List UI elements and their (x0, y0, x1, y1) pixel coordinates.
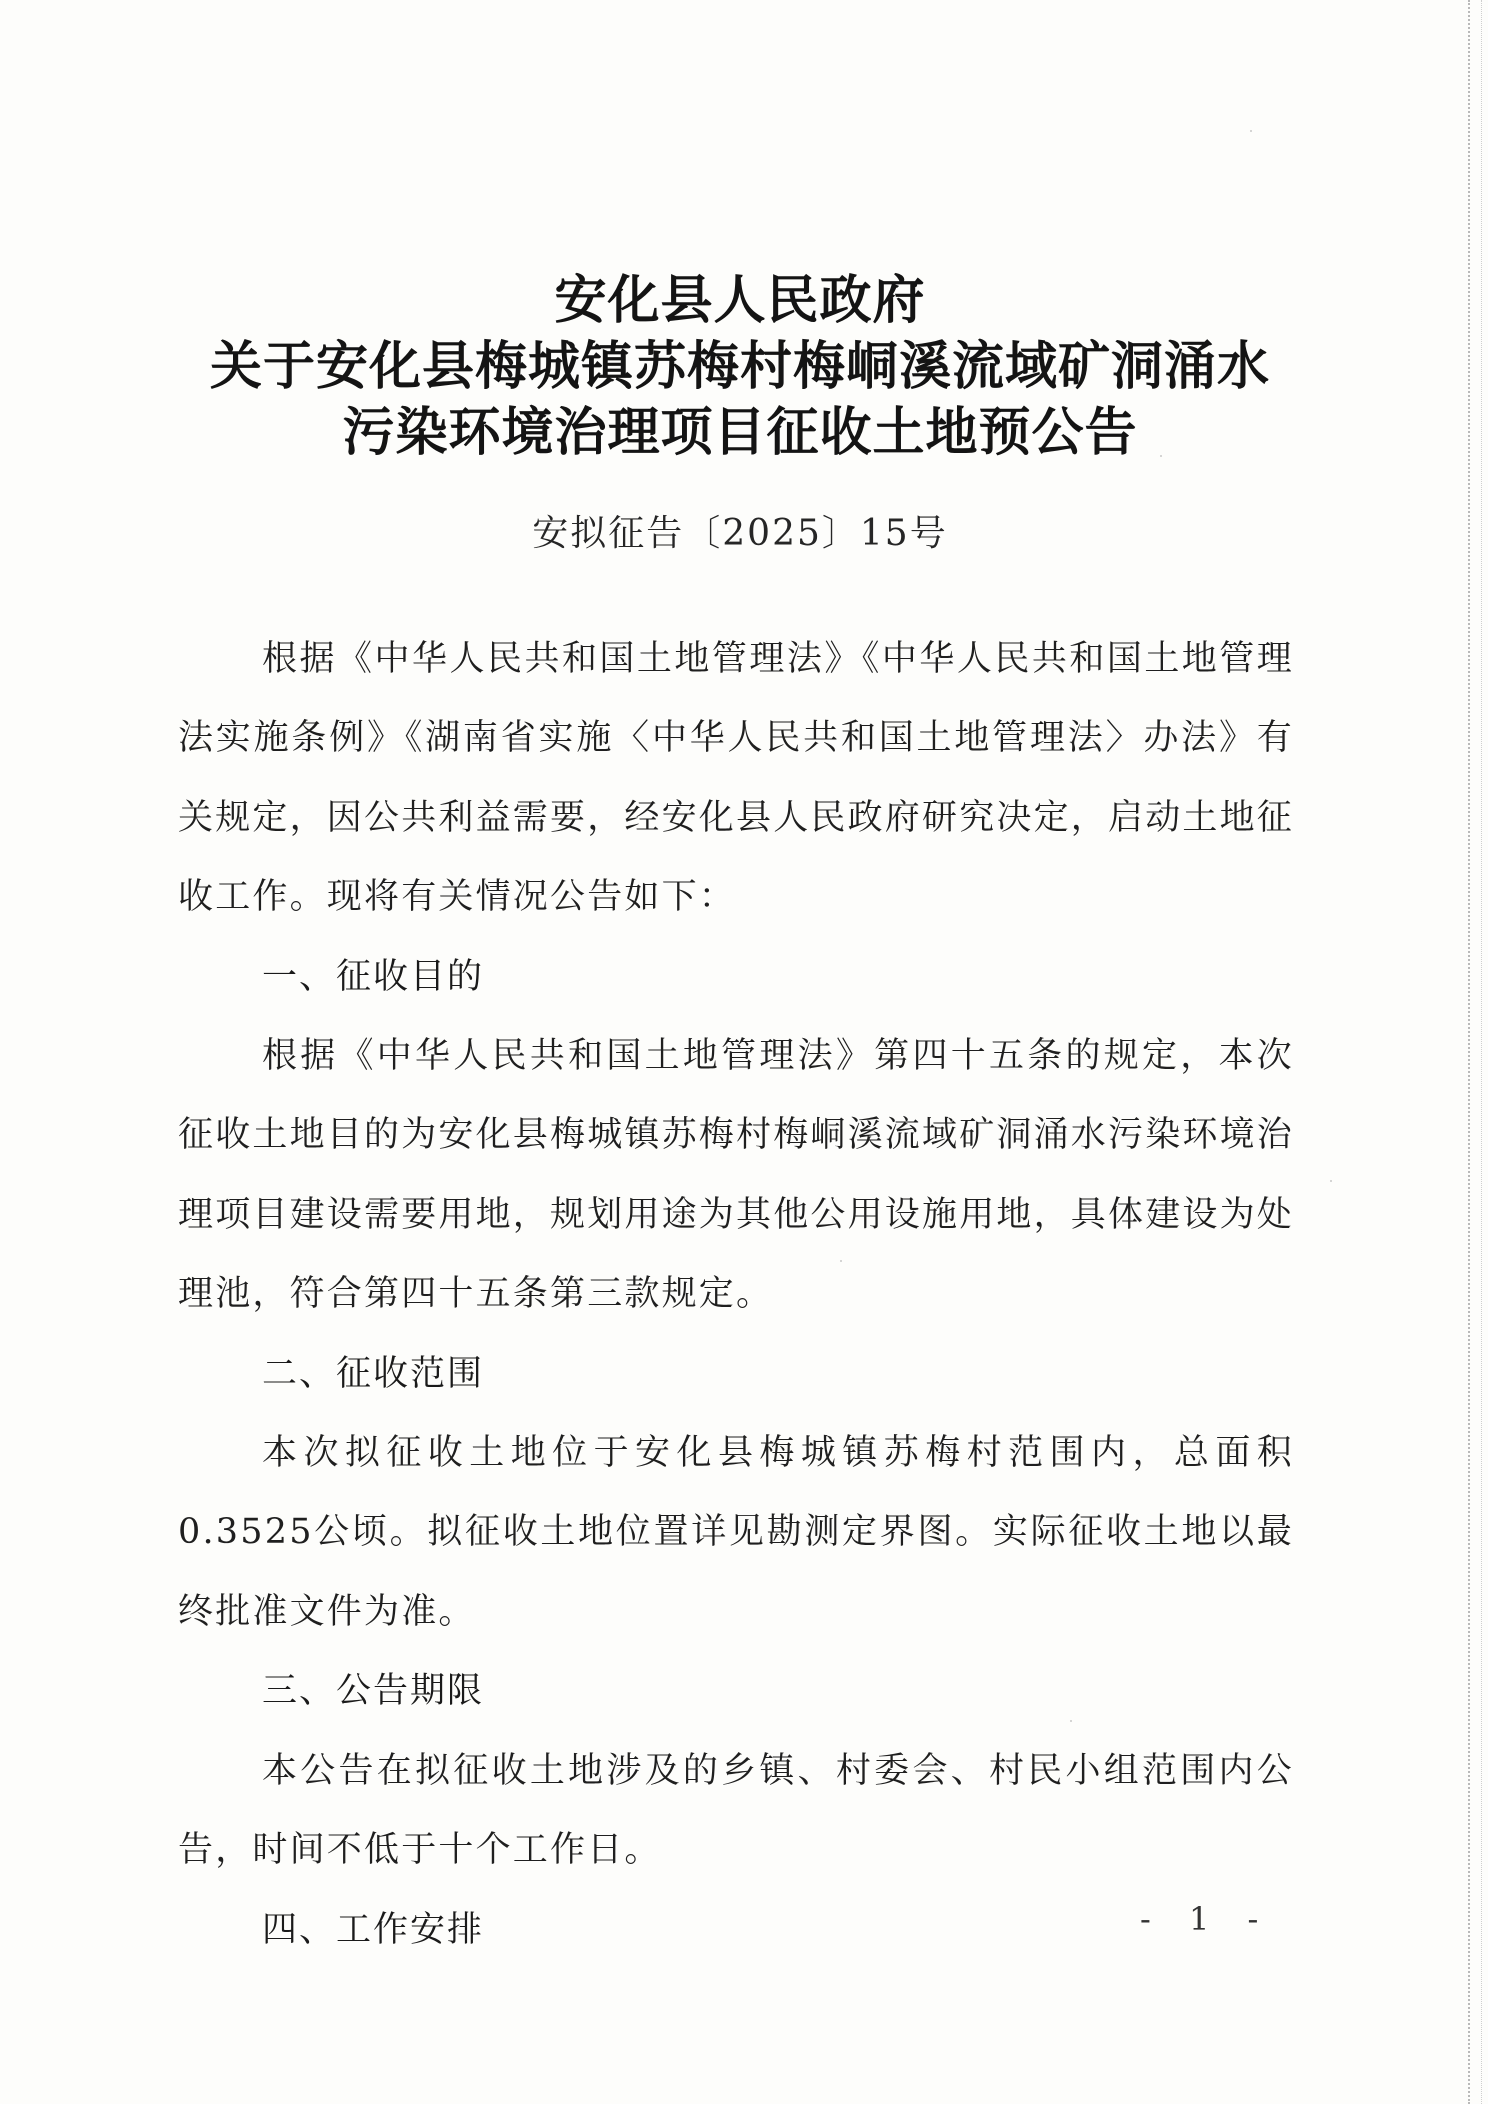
document-body (178, 620, 1294, 1970)
scan-speck (1250, 130, 1252, 132)
section-heading-arrangement: 四、工作安排 (262, 1909, 485, 1950)
page-edge-binding-line (1468, 0, 1470, 2104)
title-line-3: 污染环境治理项目征收土地预公告 (342, 402, 1138, 463)
document-title (150, 268, 1330, 466)
section-heading-period: 三、公告期限 (262, 1671, 485, 1712)
scan-speck (1070, 1720, 1072, 1722)
scan-speck (1330, 1180, 1332, 1182)
section-text-purpose: 根据《中华人民共和国土地管理法》第四十五条的规定，本次征收土地目的为安化县梅城镇苏梅村梅峒溪流域矿洞涌水污染环境治理项目建设需要用地，规划用途为其他公用设施用地，具体建设为处理池，符合第四十五条第三款规定。 (178, 1036, 1295, 1315)
scan-speck (840, 1260, 842, 1262)
document-number: 安拟征告〔2025〕15号 (532, 513, 948, 554)
section-text-period: 本公告在拟征收土地涉及的乡镇、村委会、村民小组范围内公告，时间不低于十个工作日。 (178, 1750, 1294, 1871)
intro-paragraph: 根据《中华人民共和国土地管理法》《中华人民共和国土地管理法实施条例》《湖南省实施〈中华人民共和国土地管理法〉办法》有关规定，因公共利益需要，经安化县人民政府研究决定，启动土地征收工作。现将有关情况公告如下： (178, 639, 1295, 918)
section-heading-scope: 二、征收范围 (262, 1353, 485, 1394)
section-text-scope: 本次拟征收土地位于安化县梅城镇苏梅村范围内，总面积0.3525公顷。拟征收土地位置详见勘测定界图。实际征收土地以最终批准文件为准。 (178, 1433, 1294, 1632)
page-edge-binding-line-outer (1481, 0, 1482, 2104)
scan-speck (1160, 455, 1162, 457)
title-line-1: 安化县人民政府 (554, 270, 926, 331)
page-number: - 1 - (1140, 1900, 1273, 1938)
title-line-2: 关于安化县梅城镇苏梅村梅峒溪流域矿洞涌水 (209, 336, 1270, 397)
section-heading-purpose: 一、征收目的 (262, 956, 485, 997)
